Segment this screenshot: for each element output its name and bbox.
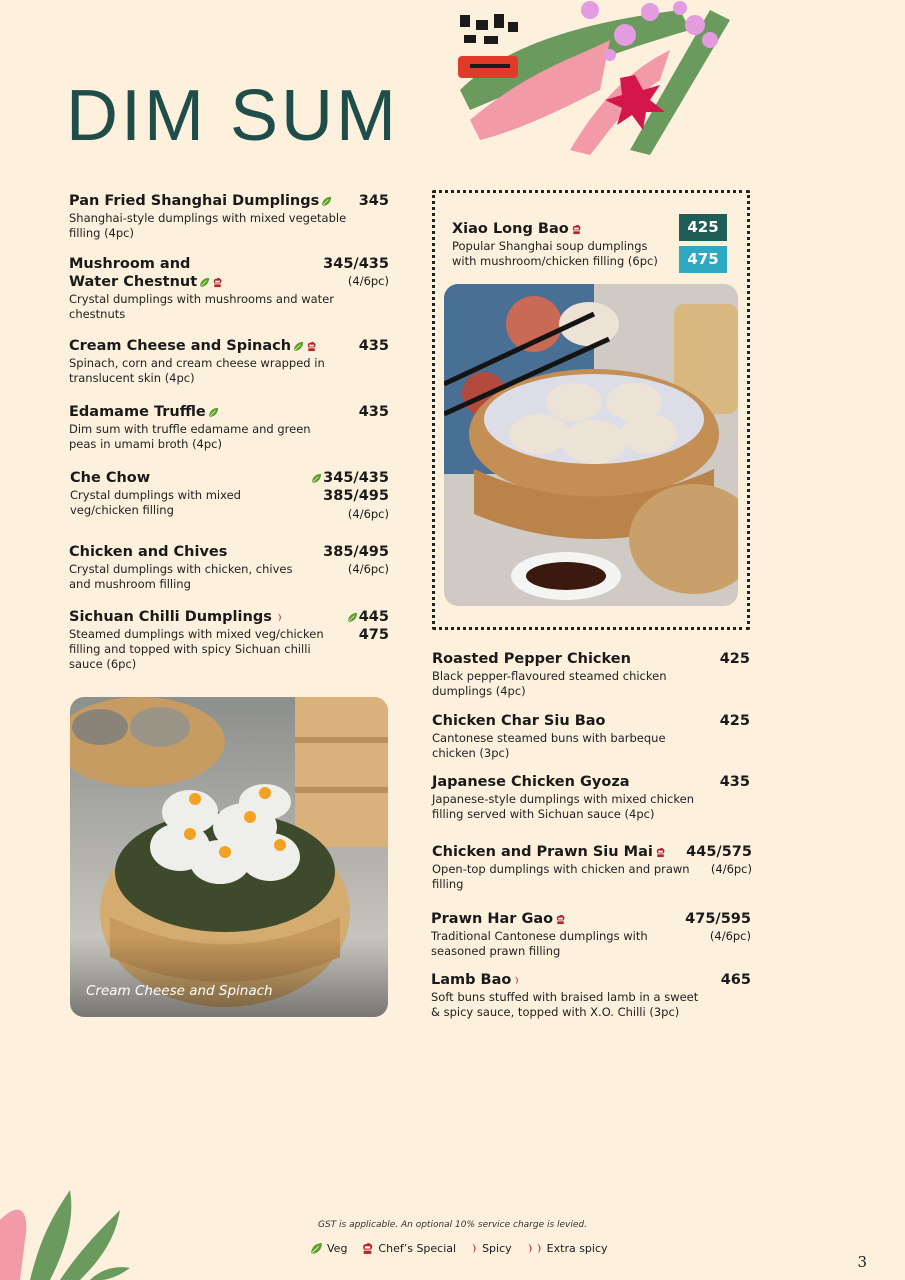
item-pieces: (4/6pc) (709, 929, 751, 943)
item-description: Soft buns stuffed with braised lamb in a sweet & spicy sauce, topped with X.O. Chilli (3pc) (431, 990, 699, 1019)
item-price: 445 (345, 608, 389, 626)
floral-decoration-top (450, 0, 750, 160)
item-name: Japanese Chicken Gyoza (432, 774, 630, 790)
item-description: Japanese-style dumplings with mixed chicken filling served with Sichuan sauce (4pc) (432, 792, 694, 821)
menu-item (69, 192, 389, 241)
chef-hat-icon (555, 914, 566, 925)
item-pieces: (4/6pc) (710, 862, 752, 876)
menu-item (431, 910, 751, 959)
item-price: 345/435 (323, 256, 389, 272)
item-name: Cream Cheese and Spinach (69, 337, 389, 355)
item-name: Lamb Bao (431, 971, 751, 989)
item-description: Traditional Cantonese dumplings with seasoned prawn filling (431, 929, 648, 958)
item-price: 425 (719, 651, 750, 667)
price-badge-veg: 425 (679, 214, 727, 241)
item-name: Chicken and Chives (69, 544, 228, 560)
item-price-nonveg: 385/495 (323, 488, 389, 504)
menu-item (69, 543, 389, 592)
icon-legend (310, 1242, 608, 1255)
item-description: Crystal dumplings with mushrooms and water chestnuts (69, 292, 334, 321)
menu-item (432, 773, 750, 822)
price-badge-nonveg: 475 (679, 246, 727, 273)
menu-item (431, 971, 751, 1020)
legend-extra-spicy: Extra spicy (526, 1242, 608, 1255)
item-name: Edamame Truffle (69, 403, 389, 421)
leaf-icon (208, 407, 219, 418)
page-title: DIM SUM (66, 76, 399, 156)
menu-item (432, 712, 750, 761)
item-description: Open-top dumplings with chicken and prawn filling (432, 862, 690, 891)
chef-hat-icon (306, 341, 317, 352)
leaf-icon (321, 196, 332, 207)
chilli-icon (513, 975, 520, 986)
item-pieces: (4/6pc) (347, 507, 389, 521)
service-charge-note: GST is applicable. An optional 10% service charge is levied. (318, 1220, 587, 1230)
legend-veg: Veg (310, 1242, 347, 1255)
page-number: 3 (857, 1253, 867, 1271)
item-name: Chicken and Prawn Siu Mai (432, 843, 752, 861)
legend-chef-special: Chef’s Special (361, 1242, 456, 1255)
item-name: Chicken Char Siu Bao (432, 713, 606, 729)
chilli-icon (535, 1242, 543, 1255)
item-name: Sichuan Chilli Dumplings (69, 608, 389, 626)
item-price: 345/435 (309, 469, 389, 487)
item-pieces: (4/6pc) (347, 562, 389, 576)
item-price: 475/595 (685, 911, 751, 927)
featured-item (452, 220, 672, 269)
item-description: Cantonese steamed buns with barbeque chicken (3pc) (432, 731, 666, 760)
menu-item (432, 650, 750, 699)
legend-spicy: Spicy (470, 1242, 512, 1255)
chef-hat-icon (212, 277, 223, 288)
photo-cream-cheese-spinach (70, 697, 388, 1017)
item-description: Crystal dumplings with chicken, chives and mushroom filling (69, 562, 293, 591)
chef-hat-icon (655, 847, 666, 858)
item-name: Roasted Pepper Chicken (432, 651, 631, 667)
item-price: 435 (358, 338, 389, 354)
leaf-icon (347, 612, 358, 623)
chilli-icon (526, 1242, 534, 1255)
menu-item (69, 403, 389, 452)
item-price: 425 (719, 713, 750, 729)
xiao-long-bao-image (444, 284, 738, 606)
chilli-icon (276, 612, 283, 623)
menu-item (69, 255, 389, 322)
chilli-icon (470, 1242, 478, 1255)
item-description: Crystal dumplings with mixed veg/chicken filling (70, 488, 241, 517)
menu-item (69, 608, 389, 672)
item-name: Mushroom and Water Chestnut (69, 255, 239, 291)
item-price: 445/575 (686, 844, 752, 860)
leaf-icon (199, 277, 210, 288)
item-description: Shanghai-style dumplings with mixed vegetable filling (4pc) (69, 211, 347, 240)
leaf-icon (293, 341, 304, 352)
leaf-icon (311, 473, 322, 484)
item-price: 435 (358, 404, 389, 420)
menu-item (69, 337, 389, 386)
menu-item (70, 469, 389, 521)
item-description: Spinach, corn and cream cheese wrapped in translucent skin (4pc) (69, 356, 325, 385)
item-name: Prawn Har Gao (431, 910, 751, 928)
chef-hat-icon (361, 1242, 374, 1255)
item-name: Pan Fried Shanghai Dumplings (69, 192, 389, 210)
photo-caption: Cream Cheese and Spinach (86, 983, 273, 999)
dumplings-image (70, 697, 388, 1017)
item-price: 435 (719, 774, 750, 790)
item-price: 345 (358, 193, 389, 209)
item-name: Che Chow (70, 470, 151, 486)
item-name: Xiao Long Bao (452, 220, 672, 238)
menu-item (432, 843, 752, 892)
item-description: Dim sum with truffle edamame and green peas in umami broth (4pc) (69, 422, 311, 451)
item-description: Steamed dumplings with mixed veg/chicken filling and topped with spicy Sichuan chilli sauce (6pc) (69, 627, 324, 671)
item-description: Black pepper-flavoured steamed chicken dumplings (4pc) (432, 669, 667, 698)
leaf-icon (310, 1242, 323, 1255)
item-price: 385/495 (323, 544, 389, 560)
item-price-nonveg: 475 (358, 627, 389, 643)
item-price: 465 (720, 972, 751, 988)
chef-hat-icon (571, 224, 582, 235)
item-pieces: (4/6pc) (347, 274, 389, 288)
item-description: Popular Shanghai soup dumplings with mushroom/chicken filling (6pc) (452, 239, 658, 268)
floral-decoration-bottom (0, 1180, 140, 1280)
photo-xiao-long-bao (444, 284, 738, 606)
